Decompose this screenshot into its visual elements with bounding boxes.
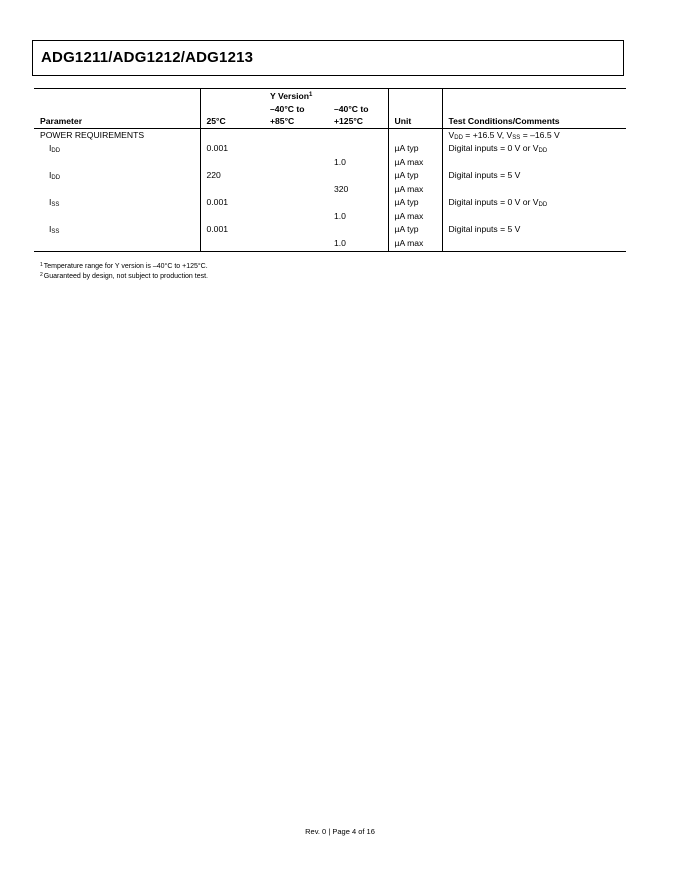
- table-row: [34, 142, 626, 156]
- conditions-cell: [442, 210, 626, 224]
- value-85c: [264, 210, 328, 224]
- value-125c-text: 320: [334, 183, 349, 194]
- y-version-footnote-ref: 1: [309, 92, 313, 98]
- value-25c: [200, 142, 264, 156]
- unit-cell: [388, 183, 442, 197]
- unit-cell-text: µA max: [394, 183, 424, 194]
- param-cell: [34, 237, 200, 252]
- unit-cell: [388, 237, 442, 252]
- header-conditions: Test Conditions/Comments: [442, 89, 626, 129]
- footnote-text: Temperature range for Y version is –40°C to +125°C.: [43, 263, 208, 270]
- conditions-cell-text: Digital inputs = 5 V: [448, 224, 521, 234]
- table-row: [34, 169, 626, 183]
- empty-cell: [200, 128, 264, 142]
- value-25c: [200, 237, 264, 252]
- unit-cell-text: µA max: [394, 210, 424, 221]
- table-row: [34, 237, 626, 252]
- param-cell: [34, 210, 200, 224]
- section-label: POWER REQUIREMENTS: [40, 129, 145, 140]
- footnote-1: [40, 261, 208, 271]
- value-85c: [264, 237, 328, 252]
- param-cell: [34, 223, 200, 237]
- param-cell: [34, 169, 200, 183]
- value-125c: [328, 169, 388, 183]
- conditions-cell: [442, 237, 626, 252]
- value-25c: [200, 223, 264, 237]
- value-25c-text: 0.001: [206, 197, 229, 207]
- value-125c-text: 1.0: [334, 210, 346, 221]
- value-85c: [264, 169, 328, 183]
- unit-cell: [388, 156, 442, 170]
- unit-cell: [388, 210, 442, 224]
- header-85c-line1: –40°C to: [270, 103, 305, 114]
- unit-cell: [388, 142, 442, 156]
- table-row: [34, 196, 626, 210]
- param-cell: [34, 183, 200, 197]
- conditions-cell: [442, 196, 626, 210]
- footnote-number: 2: [40, 272, 43, 278]
- value-125c-text: 1.0: [334, 237, 346, 248]
- value-125c-text: 1.0: [334, 156, 346, 167]
- value-125c: [328, 156, 388, 170]
- param-cell-text: I: [49, 197, 52, 207]
- conditions-cell: [442, 169, 626, 183]
- cond-subscript: DD: [454, 134, 463, 141]
- value-125c: [328, 210, 388, 224]
- header-85c-line2: +85°C: [270, 116, 295, 126]
- unit-cell-text: µA typ: [394, 224, 419, 234]
- conditions-cell-text: Digital inputs = 0 V or V: [448, 197, 539, 207]
- empty-cell: [264, 128, 328, 142]
- param-cell-text: I: [49, 224, 52, 234]
- value-25c: [200, 156, 264, 170]
- footnotes: [40, 261, 208, 281]
- param-cell-subscript: SS: [51, 229, 60, 235]
- table-row: [34, 223, 626, 237]
- unit-cell-text: µA typ: [394, 197, 419, 207]
- page-footer: Rev. 0 | Page 4 of 16: [305, 827, 375, 836]
- param-cell: [34, 142, 200, 156]
- table-header: [34, 89, 626, 129]
- value-25c-text: 0.001: [206, 143, 229, 153]
- unit-cell-text: µA max: [394, 237, 424, 248]
- footnote-text: Guaranteed by design, not subject to production test.: [43, 273, 208, 280]
- table-body: [34, 128, 626, 252]
- unit-cell-text: µA typ: [394, 143, 419, 153]
- table-row: [34, 210, 626, 224]
- unit-cell-text: µA max: [394, 156, 424, 167]
- value-85c: [264, 223, 328, 237]
- table-row: [34, 183, 626, 197]
- unit-cell: [388, 169, 442, 183]
- y-version-label: Y Version: [270, 91, 310, 101]
- value-85c: [264, 156, 328, 170]
- section-row: [34, 128, 626, 142]
- header-25c: 25°C: [200, 89, 264, 129]
- conditions-cell: [442, 142, 626, 156]
- value-85c: [264, 196, 328, 210]
- header-125c-line1: –40°C to: [334, 103, 369, 114]
- value-25c: [200, 210, 264, 224]
- header-parameter: Parameter: [40, 116, 83, 126]
- cond-text: = +16.5 V, V: [462, 129, 513, 140]
- header-125c-line2: +125°C: [334, 116, 363, 126]
- unit-cell-text: µA typ: [394, 170, 419, 180]
- value-125c: [328, 142, 388, 156]
- conditions-cell-text: Digital inputs = 5 V: [448, 170, 521, 180]
- conditions-cell: [442, 183, 626, 197]
- header-box: [32, 40, 624, 76]
- param-cell-text: I: [49, 170, 52, 180]
- conditions-cell: [442, 223, 626, 237]
- specifications-table: [34, 88, 626, 252]
- value-25c: [200, 196, 264, 210]
- value-25c-text: 220: [206, 170, 221, 180]
- header-unit: Unit: [388, 89, 442, 129]
- section-conditions: [442, 128, 626, 142]
- conditions-cell-subscript: DD: [538, 202, 548, 208]
- param-cell-text: I: [49, 143, 52, 153]
- value-85c: [264, 183, 328, 197]
- param-cell: [34, 196, 200, 210]
- table-row: [34, 156, 626, 170]
- value-125c: [328, 223, 388, 237]
- empty-cell: [388, 128, 442, 142]
- conditions-cell-text: Digital inputs = 0 V or V: [448, 143, 539, 153]
- cond-text: = –16.5 V: [520, 129, 560, 140]
- conditions-cell-subscript: DD: [538, 148, 548, 154]
- document-title: ADG1211/ADG1212/ADG1213: [41, 49, 254, 66]
- value-125c: [328, 237, 388, 252]
- footnote-2: [40, 271, 208, 281]
- header-85c: [264, 103, 328, 129]
- footnote-number: 1: [40, 262, 43, 268]
- param-cell-subscript: DD: [51, 175, 61, 181]
- unit-cell: [388, 196, 442, 210]
- unit-cell: [388, 223, 442, 237]
- param-cell: [34, 156, 200, 170]
- empty-cell: [328, 128, 388, 142]
- param-cell-subscript: DD: [51, 148, 61, 154]
- value-125c: [328, 183, 388, 197]
- value-85c: [264, 142, 328, 156]
- conditions-cell: [442, 156, 626, 170]
- value-25c-text: 0.001: [206, 224, 229, 234]
- cond-text: V: [448, 129, 455, 140]
- cond-subscript: SS: [512, 134, 521, 141]
- value-125c: [328, 196, 388, 210]
- param-cell-subscript: SS: [51, 202, 60, 208]
- header-125c: [328, 103, 388, 129]
- value-25c: [200, 183, 264, 197]
- header-y-version: [264, 89, 388, 103]
- value-25c: [200, 169, 264, 183]
